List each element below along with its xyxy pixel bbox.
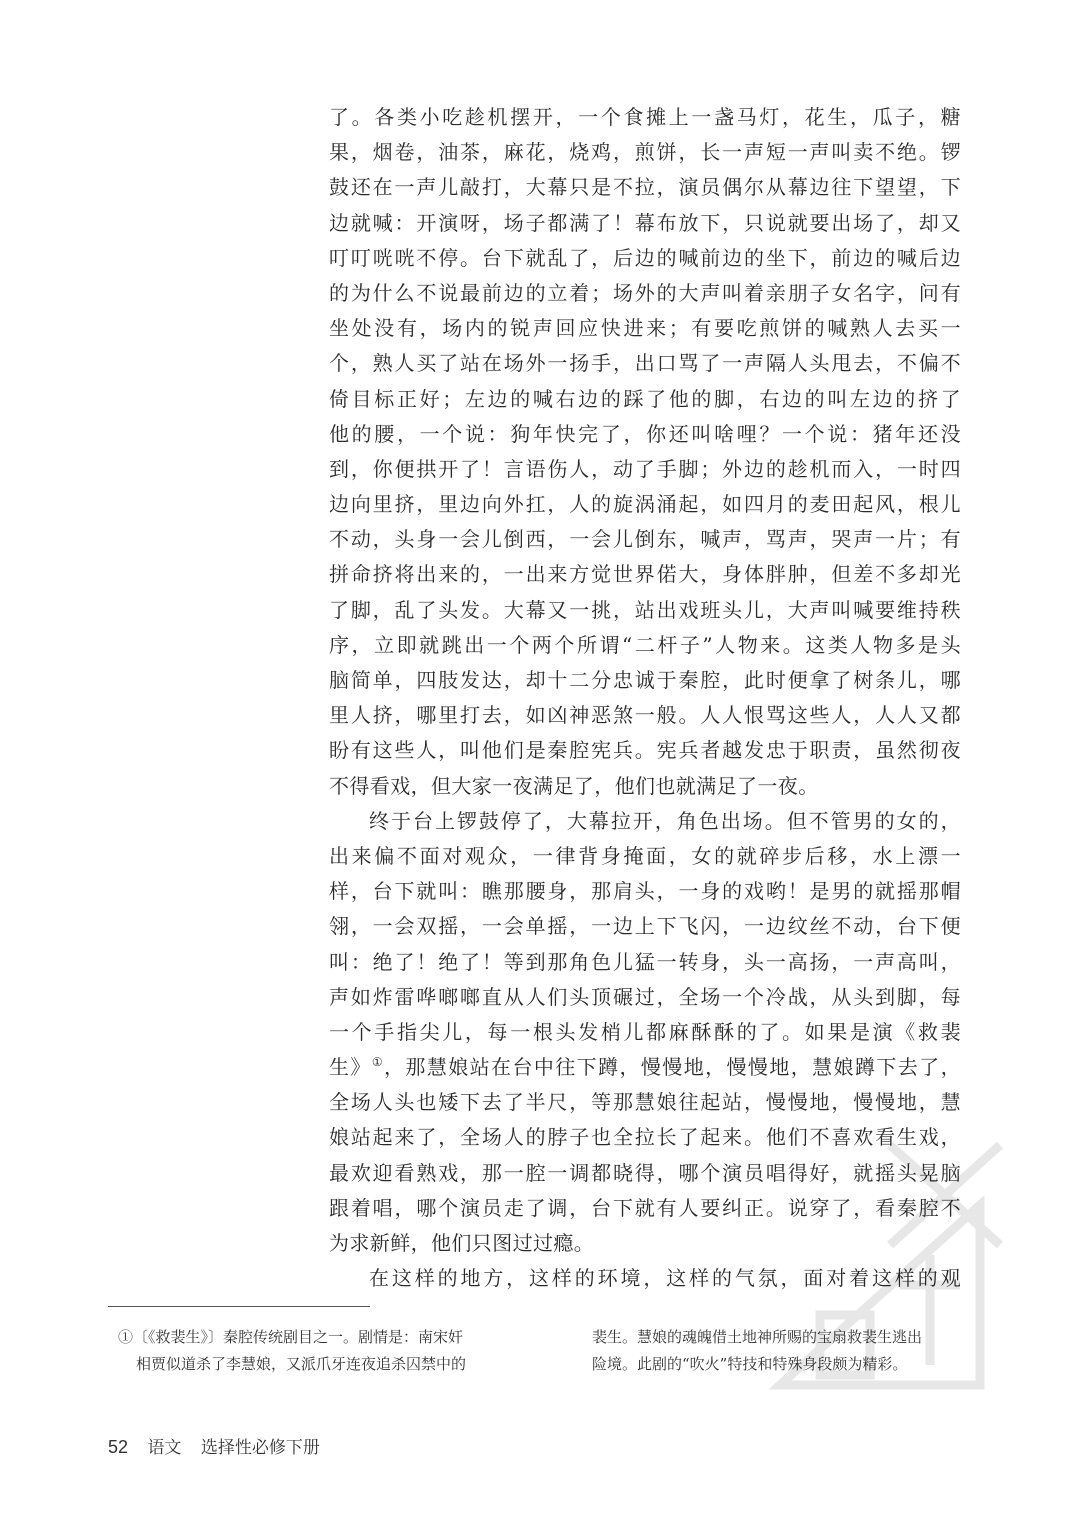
text-line: 的为什么不说最前边的立着；场外的大声叫着亲朋子女名字，问有 (329, 280, 961, 305)
text-line: 鼓还在一声儿敲打，大幕只是不拉，演员偶尔从幕边往下望望，下 (329, 175, 961, 200)
text-line-paragraph-start: 终于台上锣鼓停了，大幕拉开，角色出场。但不管男的女的， (369, 808, 961, 833)
text-line: 边就喊：开演呀，场子都满了！幕布放下，只说就要出场了，却又 (329, 210, 961, 235)
footnote-line: ①〔《救裴生》〕秦腔传统剧目之一。剧情是：南宋奸 (118, 1328, 464, 1346)
page-footer (108, 1433, 320, 1458)
text-line: 脑简单，四肢发达，却十二分忠诚于秦腔，此时便拿了树条儿，哪 (329, 668, 961, 692)
text-line: 一个手指尖儿，每一根头发梢儿都麻酥酥的了。如果是演《救裴 (329, 1019, 961, 1044)
watermark-graphic (750, 1085, 1010, 1425)
text-line: 跟着唱，哪个演员走了调，台下就有人要纠正。说穿了，看秦腔不 (329, 1195, 961, 1220)
footnote-line: 险境。此剧的“吹火”特技和特殊身段颇为精彩。 (592, 1355, 908, 1373)
book-title: 语文 (147, 1438, 182, 1458)
text-line: 了。各类小吃趁机摆开，一个食摊上一盏马灯，花生，瓜子，糖 (329, 105, 961, 129)
text-line: 了脚，乱了头发。大幕又一挑，站出戏班头儿，大声叫喊要维持秩 (329, 597, 961, 622)
text-line-paragraph-start: 在这样的地方，这样的环境，这样的气氛，面对着这样的观 (369, 1266, 961, 1291)
footnote-marker[interactable]: ① (371, 1055, 384, 1070)
text-line: 盼有这些人，叫他们是秦腔宪兵。宪兵者越发忠于职责，虽然彻夜 (329, 738, 961, 763)
text-line: 边向里挤，里边向外扛，人的旋涡涌起，如四月的麦田起风，根儿 (329, 492, 961, 517)
text-line: 到，你便拱开了！言语伤人，动了手脚；外边的趁机而入，一时四 (329, 456, 961, 481)
text-line: 为求新鲜，他们只图过过瘾。 (329, 1231, 595, 1255)
text-line: 里人挤，哪里打去，如凶神恶煞一般。人人恨骂这些人，人人又都 (329, 703, 961, 728)
text-line: 叮叮咣咣不停。台下就乱了，后边的喊前边的坐下，前边的喊后边 (329, 245, 961, 270)
text-line: 不得看戏，但大家一夜满足了，他们也就满足了一夜。 (329, 773, 819, 798)
text-line: 倚目标正好；左边的喊右边的踩了他的脚，右边的叫左边的挤了 (329, 386, 961, 411)
text-line: 最欢迎看熟戏，那一腔一调都晓得，哪个演员唱得好，就摇头晃脑 (329, 1160, 961, 1185)
footnote-line: 裴生。慧娘的魂魄借土地神所赐的宝扇救裴生逃出 (592, 1328, 923, 1346)
text-line: 娘站起来了，全场人的脖子也全拉长了起来。他们不喜欢看生戏， (329, 1125, 961, 1150)
footnote-column-left (118, 1324, 508, 1378)
text-line: 样，台下就叫：瞧那腰身，那肩头，一身的戏哟！是男的就摇那帽 (329, 879, 961, 904)
text-line: 个，熟人买了站在场外一扬手，出口骂了一声隔人头甩去，不偏不 (329, 351, 961, 376)
text-fragment: ，那慧娘站在台中往下蹲，慢慢地，慢慢地，慧娘蹲下去了， (384, 1055, 961, 1080)
text-line: 坐处没有，场内的锐声回应快进来；有要吃煎饼的喊熟人去买一 (329, 316, 961, 341)
text-line: 他的腰，一个说：狗年快完了，你还叫啥哩？一个说：猪年还没 (329, 421, 961, 446)
text-line: 叫：绝了！绝了！等到那角色儿猛一转身，头一高扬，一声高叫， (329, 949, 961, 974)
text-line: 声如炸雷哗啷啷直从人们头顶碾过，全场一个冷战，从头到脚，每 (329, 984, 961, 1009)
text-line: 拼命挤将出来的，一出来方觉世界偌大，身体胖肿，但差不多却光 (329, 562, 961, 587)
text-line: 翎，一会双摇，一会单摇，一边上下飞闪，一边纹丝不动，台下便 (329, 914, 961, 939)
page-number: 52 (108, 1437, 129, 1457)
volume-title: 选择性必修下册 (200, 1438, 320, 1458)
footnote-line: 相贾似道杀了李慧娘，又派爪牙连夜追杀囚禁中的 (136, 1355, 467, 1373)
text-line: 不动，头身一会儿倒西，一会儿倒东，喊声，骂声，哭声一片；有 (329, 527, 961, 552)
footnote-divider (108, 1306, 370, 1307)
text-line: 果，烟卷，油茶，麻花，烧鸡，煎饼，长一声短一声叫卖不绝。锣 (329, 140, 961, 165)
text-line: 序，立即就跳出一个两个所谓“二杆子”人物来。这类人物多是头 (329, 632, 961, 657)
text-fragment: 生》 (329, 1055, 372, 1080)
text-line: 全场人头也矮下去了半尺，等那慧娘往起站，慢慢地，慢慢地，慧 (329, 1090, 961, 1115)
text-line-with-footnote (329, 1050, 961, 1085)
text-line: 出来偏不面对观众，一律背身掩面，女的就碎步后移，水上漂一 (329, 843, 961, 868)
watermark-stroke (780, 1205, 980, 1385)
watermark-stroke (890, 1145, 1000, 1245)
